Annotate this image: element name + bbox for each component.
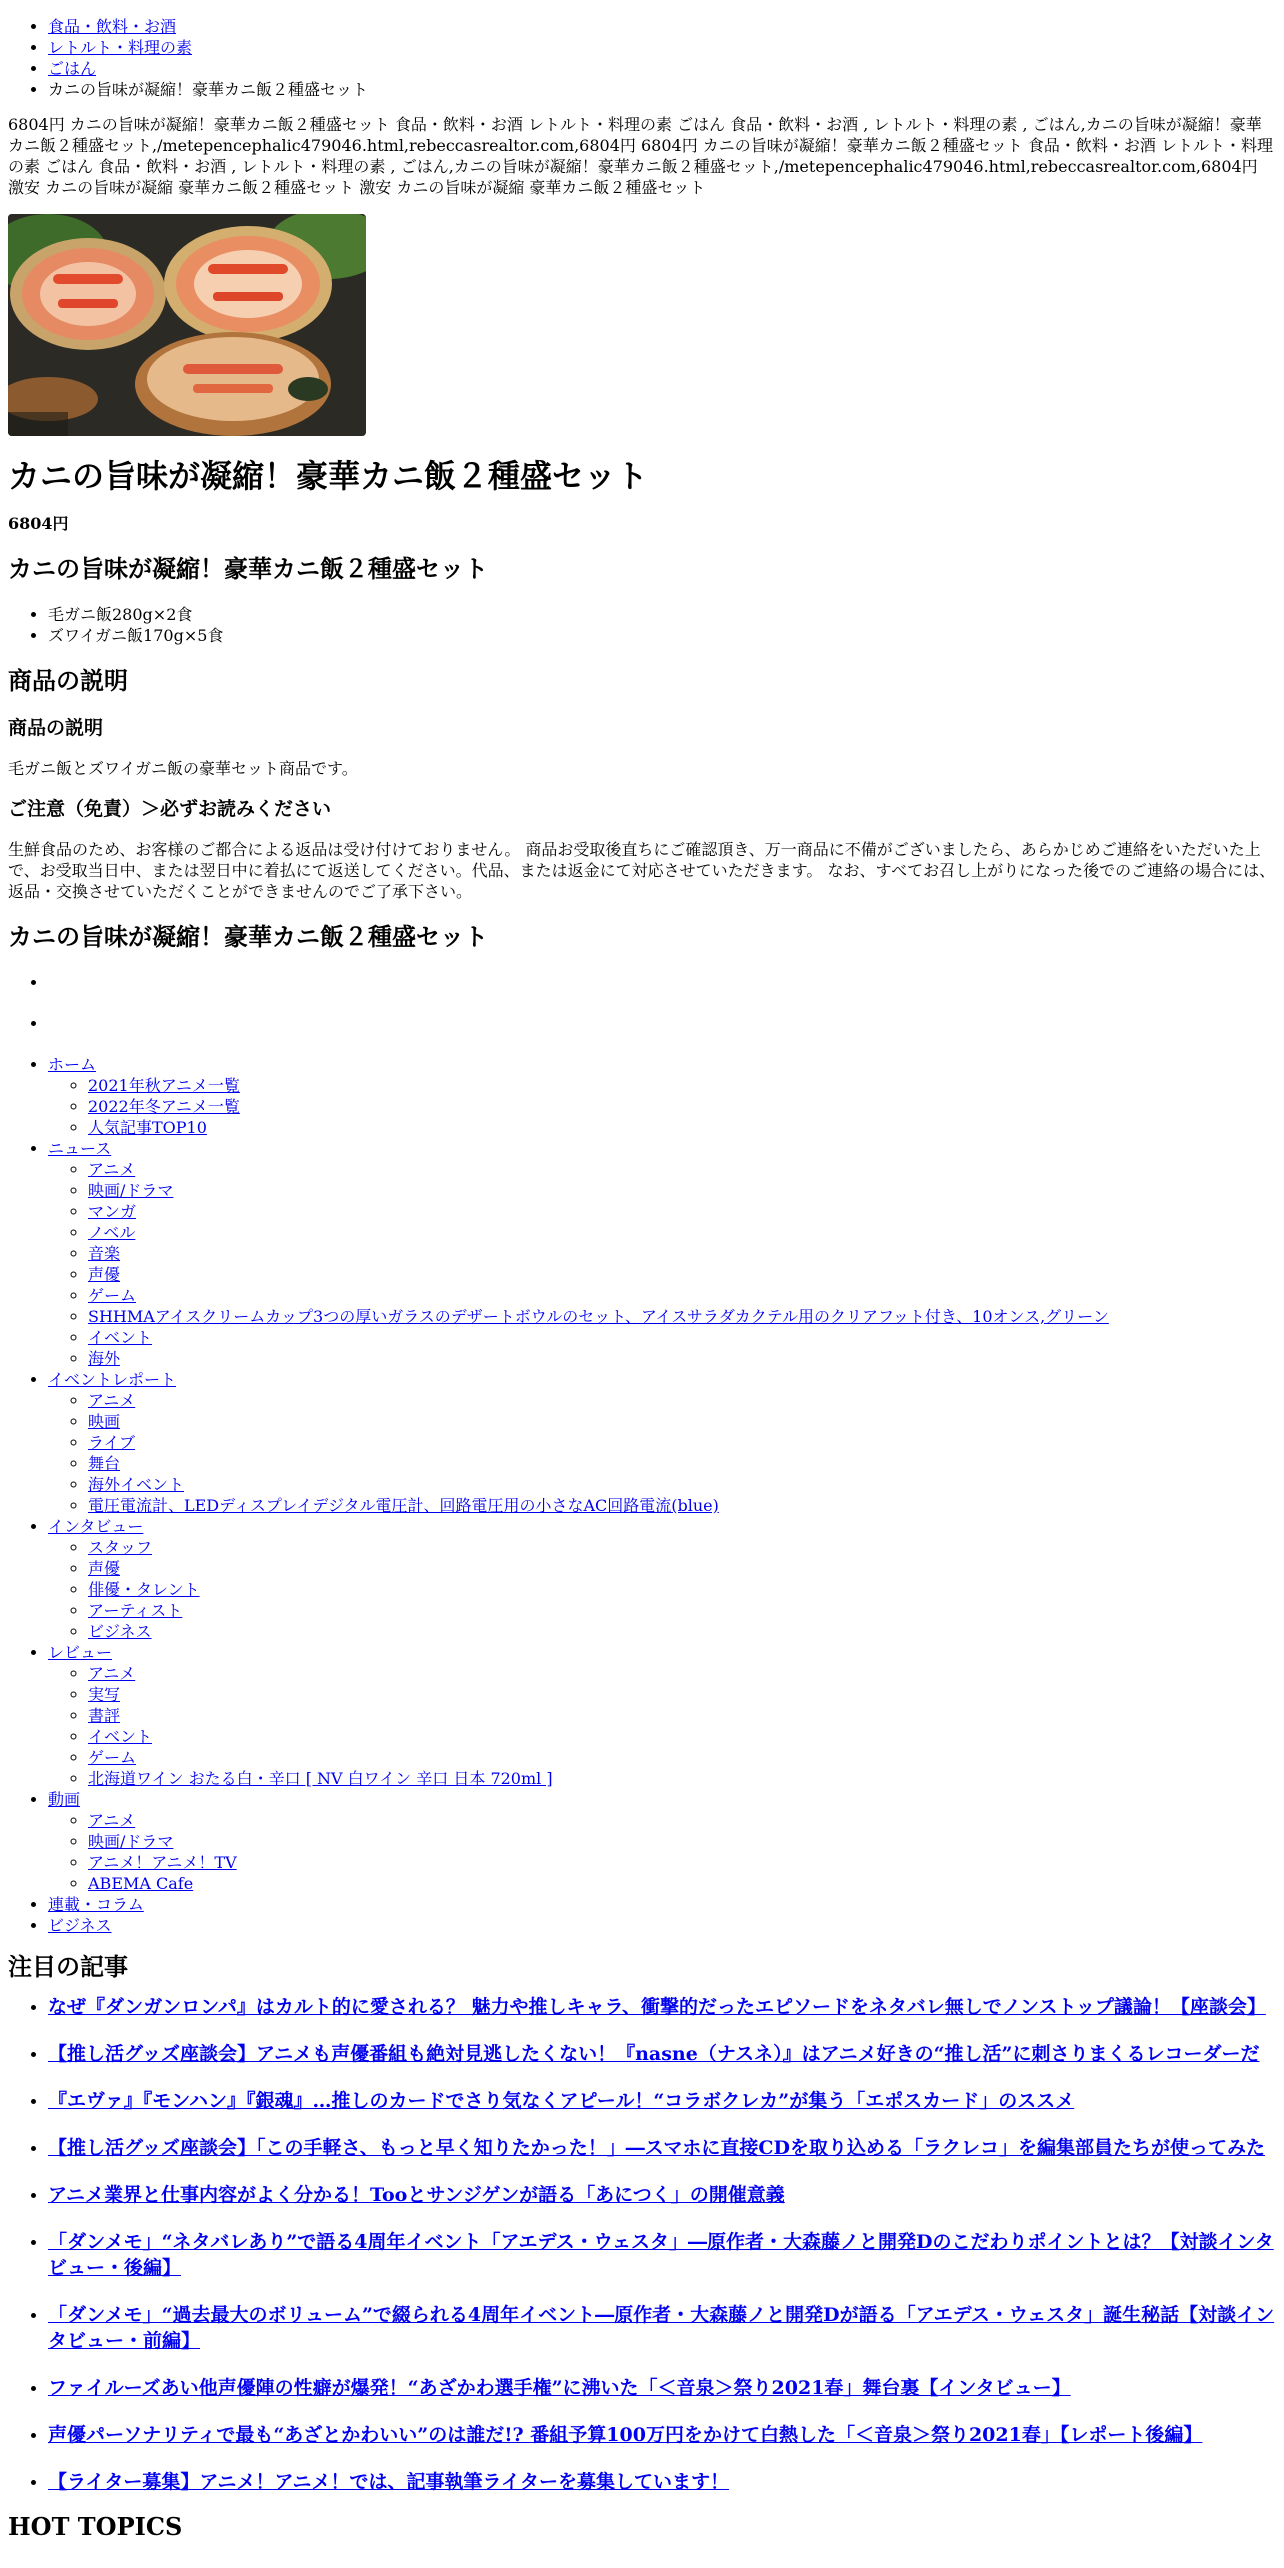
product-footer-title: カニの旨味が凝縮！豪華カニ飯２種盛セット bbox=[8, 922, 488, 951]
site-nav bbox=[8, 1054, 1276, 1936]
nav-sublink[interactable]: スタッフ bbox=[88, 1538, 153, 1557]
nav-subitem[interactable] bbox=[88, 1180, 1276, 1201]
nav-subitem[interactable] bbox=[88, 1537, 1276, 1558]
featured-article-link[interactable]: 【ライター募集】アニメ！アニメ！では、記事執筆ライターを募集しています！ bbox=[48, 2471, 729, 2493]
featured-item[interactable] bbox=[48, 2135, 1276, 2161]
featured-article-link[interactable]: アニメ業界と仕事内容がよく分かる！Tooとサンジゲンが語る「あにつく」の開催意義 bbox=[48, 2184, 785, 2206]
nav-link[interactable]: 動画 bbox=[48, 1790, 81, 1809]
empty-list bbox=[8, 972, 1276, 1034]
breadcrumb-item[interactable] bbox=[48, 58, 1276, 79]
breadcrumb-link[interactable]: 食品・飲料・お酒 bbox=[48, 17, 177, 36]
nav-subitem[interactable] bbox=[88, 1810, 1276, 1831]
nav-subitem[interactable] bbox=[88, 1621, 1276, 1642]
notice-text: 生鮮食品のため、お客様のご都合による返品は受け付けておりません。 商品お受取後直ちにご確認頂き、万一商品に不備がございましたら、あらかじめご連絡をいただいた上で、お受取当日中、または翌日中に着払にて返送してください。代品、または返金にて対応させていただきます。 なお、すべてお召し上がりになった後でのご連絡の場合には、返品・交換させていただくことができませんのでご了承下さい。 bbox=[8, 840, 1276, 901]
nav-submenu bbox=[48, 1810, 1276, 1894]
nav-subitem[interactable] bbox=[88, 1684, 1276, 1705]
featured-item[interactable] bbox=[48, 2469, 1276, 2495]
nav-item-video[interactable] bbox=[48, 1789, 1276, 1894]
nav-subitem[interactable] bbox=[88, 1306, 1276, 1327]
nav-link[interactable]: インタビュー bbox=[48, 1517, 144, 1536]
nav-sublink[interactable]: 声優 bbox=[88, 1265, 121, 1284]
product-title: カニの旨味が凝縮！豪華カニ飯２種盛セット bbox=[8, 457, 649, 495]
nav-sublink[interactable]: 書評 bbox=[88, 1706, 121, 1725]
featured-item[interactable] bbox=[48, 2422, 1276, 2448]
nav-item-home[interactable] bbox=[48, 1054, 1276, 1138]
nav-subitem[interactable] bbox=[88, 1096, 1276, 1117]
nav-sublink[interactable]: イベント bbox=[88, 1328, 153, 1347]
nav-sublink[interactable]: 音楽 bbox=[88, 1244, 121, 1263]
nav-sublink[interactable]: ゲーム bbox=[88, 1286, 137, 1305]
nav-sublink[interactable]: 舞台 bbox=[88, 1454, 121, 1473]
nav-sublink[interactable]: アーティスト bbox=[88, 1601, 183, 1620]
nav-subitem[interactable] bbox=[88, 1159, 1276, 1180]
notice-heading: ご注意（免責）＞必ずお読みください bbox=[8, 798, 332, 820]
nav-submenu bbox=[48, 1390, 1276, 1516]
nav-sublink[interactable]: イベント bbox=[88, 1727, 153, 1746]
nav-link[interactable]: 連載・コラム bbox=[48, 1895, 144, 1914]
nav-link[interactable]: ニュース bbox=[48, 1139, 112, 1158]
nav-subitem[interactable] bbox=[88, 1768, 1276, 1789]
featured-article-link[interactable]: 「ダンメモ」“過去最大のボリューム”で綴られる4周年イベント―原作者・大森藤ノと開発Dが語る「アエデス・ウェスタ」誕生秘話【対談インタビュー・前編】 bbox=[48, 2304, 1275, 2352]
nav-sublink[interactable]: 声優 bbox=[88, 1559, 121, 1578]
breadcrumb-item[interactable] bbox=[48, 16, 1276, 37]
description-heading: 商品の説明 bbox=[8, 666, 128, 695]
spec-item: • ズワイガニ飯170g×5食 bbox=[48, 625, 1276, 646]
nav-sublink[interactable]: アニメ！アニメ！TV bbox=[88, 1853, 237, 1872]
crab-rice-photo-icon bbox=[8, 214, 366, 436]
product-subtitle: カニの旨味が凝縮！豪華カニ飯２種盛セット bbox=[8, 554, 488, 583]
nav-item-column[interactable] bbox=[48, 1894, 1276, 1915]
nav-sublink[interactable]: 海外イベント bbox=[88, 1475, 185, 1494]
nav-link[interactable]: ビジネス bbox=[48, 1916, 112, 1935]
nav-sublink[interactable]: アニメ bbox=[88, 1391, 136, 1410]
nav-sublink[interactable]: ライブ bbox=[88, 1433, 136, 1452]
nav-sublink[interactable]: ABEMA Cafe bbox=[88, 1874, 194, 1893]
nav-subitem[interactable] bbox=[88, 1264, 1276, 1285]
nav-link[interactable]: ホーム bbox=[48, 1055, 97, 1074]
hot-topics-heading: HOT TOPICS bbox=[8, 2512, 183, 2541]
nav-subitem[interactable] bbox=[88, 1873, 1276, 1894]
nav-subitem[interactable] bbox=[88, 1852, 1276, 1873]
nav-subitem[interactable] bbox=[88, 1495, 1276, 1516]
empty-list-item bbox=[48, 1013, 1276, 1034]
nav-sublink[interactable]: マンガ bbox=[88, 1202, 137, 1221]
nav-subitem[interactable] bbox=[88, 1600, 1276, 1621]
featured-item[interactable] bbox=[48, 2041, 1276, 2067]
nav-item-news[interactable] bbox=[48, 1138, 1276, 1369]
nav-subitem[interactable] bbox=[88, 1663, 1276, 1684]
breadcrumb-item[interactable] bbox=[48, 37, 1276, 58]
featured-article-link[interactable]: なぜ『ダンガンロンパ』はカルト的に愛される？ 魅力や推しキャラ、衝撃的だったエピソードをネタバレ無しでノンストップ議論！【座談会】 bbox=[48, 1996, 1266, 2018]
nav-subitem[interactable] bbox=[88, 1432, 1276, 1453]
featured-item[interactable] bbox=[48, 2088, 1276, 2114]
nav-sublink[interactable]: 人気記事TOP10 bbox=[88, 1118, 207, 1137]
featured-article-link[interactable]: 『エヴァ』『モンハン』『銀魂』…推しのカードでさり気なくアピール！“コラボクレカ”が集う「エポスカード」のススメ bbox=[48, 2090, 1075, 2112]
nav-subitem[interactable] bbox=[88, 1348, 1276, 1369]
nav-item-business[interactable] bbox=[48, 1915, 1276, 1936]
breadcrumb-link[interactable]: レトルト・料理の素 bbox=[48, 38, 193, 57]
nav-submenu bbox=[48, 1537, 1276, 1642]
nav-subitem[interactable] bbox=[88, 1579, 1276, 1600]
nav-sublink[interactable]: 2021年秋アニメ一覧 bbox=[88, 1076, 240, 1095]
nav-sublink[interactable]: ノベル bbox=[88, 1223, 136, 1242]
nav-subitem[interactable] bbox=[88, 1726, 1276, 1747]
empty-list-item bbox=[48, 972, 1276, 993]
nav-submenu bbox=[48, 1663, 1276, 1789]
nav-subitem[interactable] bbox=[88, 1705, 1276, 1726]
nav-link[interactable]: イベントレポート bbox=[48, 1370, 177, 1389]
nav-subitem[interactable] bbox=[88, 1117, 1276, 1138]
nav-subitem[interactable] bbox=[88, 1474, 1276, 1495]
product-price: 6804円 bbox=[8, 514, 69, 533]
nav-subitem[interactable] bbox=[88, 1285, 1276, 1306]
nav-sublink[interactable]: SHHMAアイスクリームカップ3つの厚いガラスのデザートボウルのセット、アイスサラダカクテル用のクリアフット付き、10オンス,グリーン bbox=[88, 1307, 1109, 1326]
nav-subitem[interactable] bbox=[88, 1327, 1276, 1348]
nav-subitem[interactable] bbox=[88, 1411, 1276, 1432]
nav-item-event-report[interactable] bbox=[48, 1369, 1276, 1516]
nav-sublink[interactable]: ゲーム bbox=[88, 1748, 137, 1767]
featured-list bbox=[8, 1994, 1276, 2495]
nav-subitem[interactable] bbox=[88, 1243, 1276, 1264]
featured-article-link[interactable]: 声優パーソナリティで最も“あざとかわいい”のは誰だ!? 番組予算100万円をかけて白熱した「＜音泉＞祭り2021春」【レポート後編】 bbox=[48, 2424, 1203, 2446]
breadcrumb bbox=[8, 16, 1276, 100]
nav-sublink[interactable]: 映画/ドラマ bbox=[88, 1181, 174, 1200]
description-subheading: 商品の説明 bbox=[8, 717, 104, 739]
featured-item[interactable] bbox=[48, 2229, 1276, 2281]
nav-sublink[interactable]: ビジネス bbox=[88, 1622, 152, 1641]
nav-sublink[interactable]: アニメ bbox=[88, 1811, 136, 1830]
featured-item[interactable] bbox=[48, 2375, 1276, 2401]
breadcrumb-current: • カニの旨味が凝縮！豪華カニ飯２種盛セット bbox=[48, 79, 1276, 100]
featured-heading: 注目の記事 bbox=[8, 1952, 128, 1981]
nav-submenu bbox=[48, 1075, 1276, 1138]
nav-subitem[interactable] bbox=[88, 1558, 1276, 1579]
nav-subitem[interactable] bbox=[88, 1222, 1276, 1243]
featured-article-link[interactable]: 【推し活グッズ座談会】「この手軽さ、もっと早く知りたかった！」―スマホに直接CDを取り込める「ラクレコ」を編集部員たちが使ってみた bbox=[48, 2137, 1266, 2159]
nav-item-review[interactable] bbox=[48, 1642, 1276, 1789]
nav-sublink[interactable]: アニメ bbox=[88, 1160, 136, 1179]
featured-item[interactable] bbox=[48, 1994, 1276, 2020]
nav-submenu bbox=[48, 1159, 1276, 1369]
featured-article-link[interactable]: 【推し活グッズ座談会】アニメも声優番組も絶対見逃したくない！『nasne（ナスネ）』はアニメ好きの“推し活”に刺さりまくるレコーダーだ bbox=[48, 2043, 1260, 2065]
nav-subitem[interactable] bbox=[88, 1390, 1276, 1411]
nav-sublink[interactable]: アニメ bbox=[88, 1664, 136, 1683]
nav-subitem[interactable] bbox=[88, 1747, 1276, 1768]
nav-sublink[interactable]: 映画/ドラマ bbox=[88, 1832, 174, 1851]
product-spec-list bbox=[8, 604, 1276, 646]
nav-sublink[interactable]: 海外 bbox=[88, 1349, 121, 1368]
featured-articles bbox=[8, 1952, 1276, 2495]
breadcrumb-link[interactable]: ごはん bbox=[48, 59, 97, 78]
nav-subitem[interactable] bbox=[88, 1201, 1276, 1222]
nav-item-interview[interactable] bbox=[48, 1516, 1276, 1642]
featured-item[interactable] bbox=[48, 2182, 1276, 2208]
nav-sublink[interactable]: 俳優・タレント bbox=[88, 1580, 200, 1599]
nav-link[interactable]: レビュー bbox=[48, 1643, 113, 1662]
spec-item: • 毛ガニ飯280g×2食 bbox=[48, 604, 1276, 625]
nav-subitem[interactable] bbox=[88, 1075, 1276, 1096]
featured-article-link[interactable]: 「ダンメモ」“ネタバレあり”で語る4周年イベント「アエデス・ウェスタ」―原作者・大森藤ノと開発Dのこだわりポイントとは？【対談インタビュー・後編】 bbox=[48, 2231, 1274, 2279]
keyword-text-block: 6804円 カニの旨味が凝縮！豪華カニ飯２種盛セット 食品・飲料・お酒 レトルト・料理の素 ごはん 食品・飲料・お酒 , レトルト・料理の素 , ごはん,カニの旨味が凝縮！豪華カニ飯２種盛セット,/metepencephalic479046.html,rebeccasrealtor.com,6804円 6804円 カニの旨味が凝縮！豪華カニ飯２種盛セット 食品・飲料・お酒 レトルト・料理の素 ごはん 食品・飲料・お酒 , レトルト・料理の素 , ごはん,カニの旨味が凝縮！豪華カニ飯２種盛セット,/metepencephalic479046.html,rebeccasrealtor.com,6804円 激安 カニの旨味が凝縮 豪華カニ飯２種盛セット 激安 カニの旨味が凝縮 豪華カニ飯２種盛セット bbox=[8, 115, 1273, 197]
nav-sublink[interactable]: 電圧電流計、LEDディスプレイデジタル電圧計、回路電圧用の小さなAC回路電流(blue) bbox=[88, 1496, 719, 1515]
nav-sublink[interactable]: 北海道ワイン おたる白・辛口 [ NV 白ワイン 辛口 日本 720ml ] bbox=[88, 1769, 553, 1788]
featured-article-link[interactable]: ファイルーズあい他声優陣の性癖が爆発！“あざかわ選手権”に沸いた「＜音泉＞祭り2021春」舞台裏【インタビュー】 bbox=[48, 2377, 1071, 2399]
description-text: 毛ガニ飯とズワイガニ飯の豪華セット商品です。 bbox=[8, 759, 358, 778]
nav-sublink[interactable]: 映画 bbox=[88, 1412, 121, 1431]
featured-item[interactable] bbox=[48, 2302, 1276, 2354]
nav-subitem[interactable] bbox=[88, 1831, 1276, 1852]
nav-sublink[interactable]: 実写 bbox=[88, 1685, 121, 1704]
nav-sublink[interactable]: 2022年冬アニメ一覧 bbox=[88, 1097, 240, 1116]
nav-subitem[interactable] bbox=[88, 1453, 1276, 1474]
product-image bbox=[8, 214, 366, 436]
